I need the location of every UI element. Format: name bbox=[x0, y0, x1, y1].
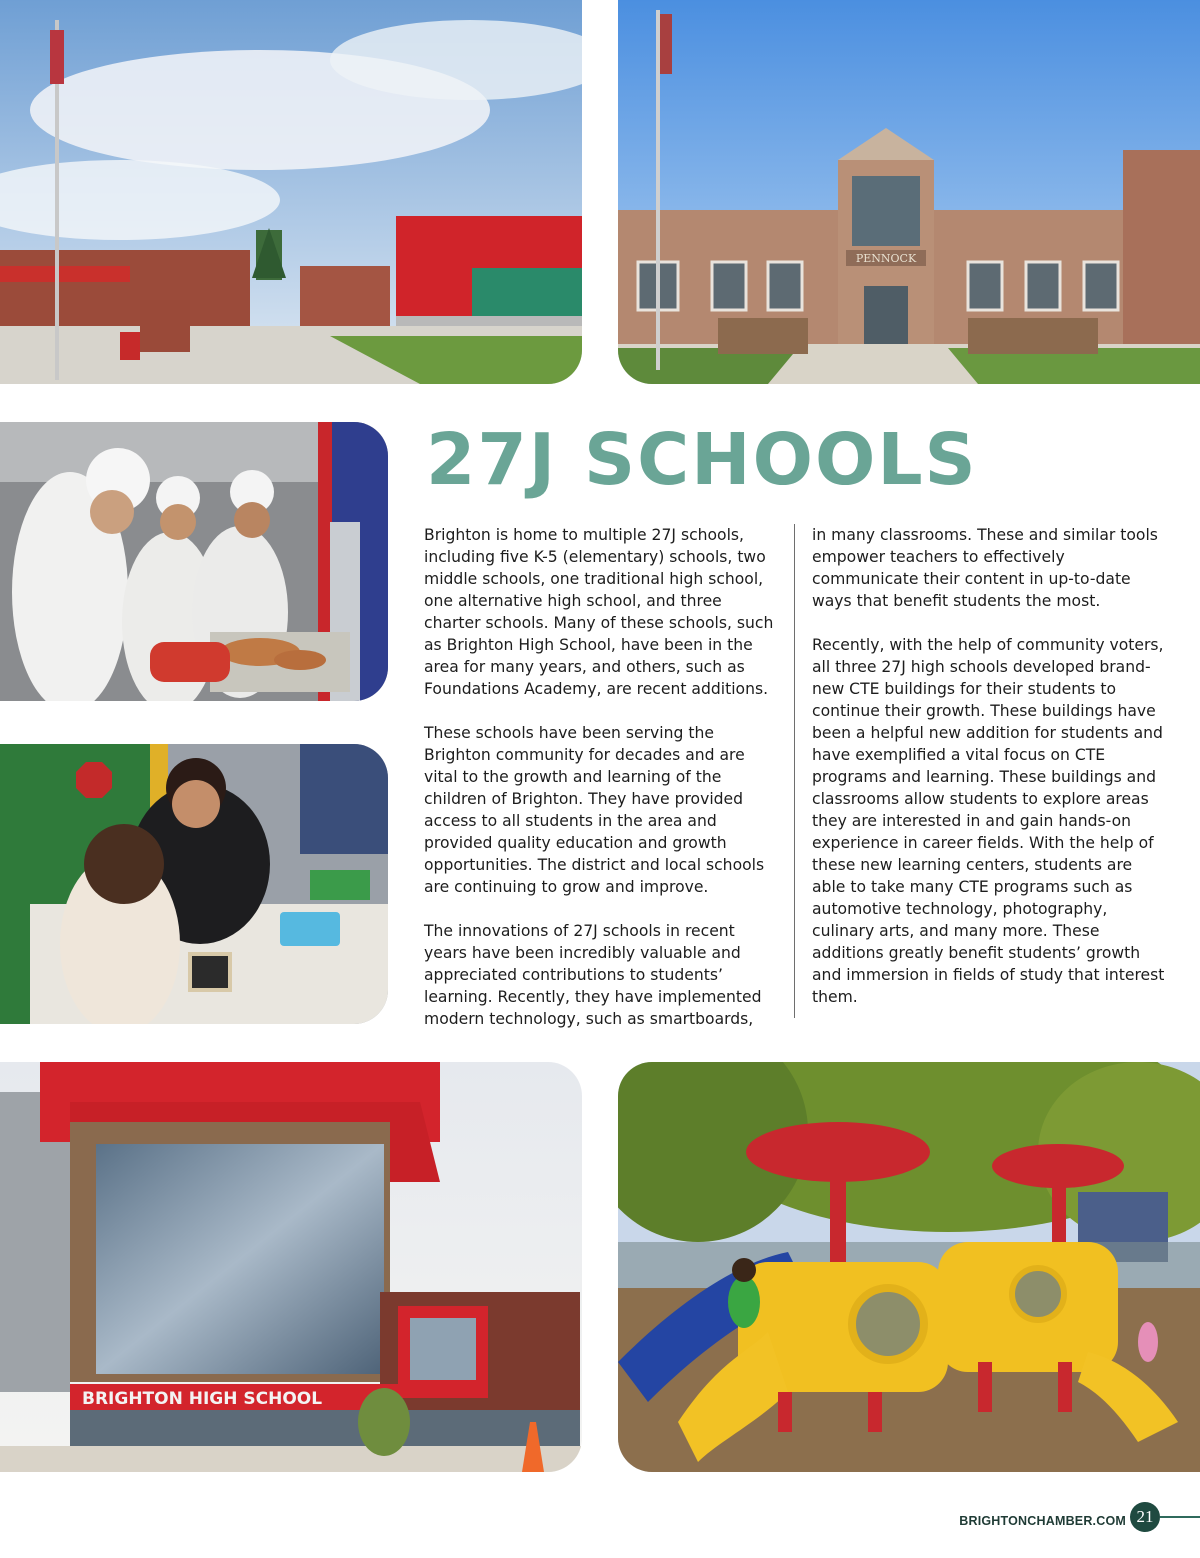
page-title: 27J SCHOOLS bbox=[426, 418, 978, 501]
building-sign-text: PENNOCK bbox=[855, 252, 917, 265]
high-school-sign-text: BRIGHTON HIGH SCHOOL bbox=[82, 1389, 323, 1409]
middle-school-exterior-photo bbox=[0, 0, 582, 384]
article-paragraph: in many classrooms. These and similar tools empower teachers to effectively communicate their content in up-to-date ways that benefit students the most. bbox=[812, 526, 1158, 610]
website-link[interactable]: BRIGHTONCHAMBER.COM bbox=[959, 1514, 1126, 1528]
article-paragraph: Recently, with the help of community voters, all three 27J high schools developed brand-new CTE buildings for their students to continue their growth. These buildings have been a helpful new addition for students and have exemplified a vital focus on CTE programs and learning. These buildings and classrooms allow students to explore areas they are interested in and gain hands-on experience in career fields. With the help of these new learning centers, students are able to take many CTE programs such as automotive technology, photography, culinary arts, and many more. These additions greatly benefit students’ growth and immersion in fields of study that interest them. bbox=[812, 636, 1165, 1006]
page-number: 21 bbox=[1130, 1502, 1160, 1532]
article-paragraph: These schools have been serving the Brighton community for decades and are vital to the growth and learning of the children of Brighton. They have provided access to all students in the area and provided quality education and growth opportunities. The district and local schools are continuing to grow and improve. bbox=[424, 724, 765, 896]
school-playground-photo bbox=[618, 1062, 1200, 1472]
article-paragraph: Brighton is home to multiple 27J schools, including five K-5 (elementary) schools, two middle schools, one traditional high school, one alternative high school, and three charter schools. Many of these schools, such as Brighton High School, have been in the area for many years, and others, such as Foundations Academy, are recent additions. bbox=[424, 526, 774, 698]
article-column-right bbox=[812, 524, 1168, 1030]
culinary-class-photo bbox=[0, 422, 388, 701]
column-divider bbox=[794, 524, 795, 1018]
footer-rule bbox=[1160, 1516, 1200, 1518]
page-footer bbox=[959, 1502, 1200, 1542]
classroom-tutoring-photo bbox=[0, 744, 388, 1024]
pennock-school-entrance-photo bbox=[618, 0, 1200, 384]
article-paragraph: The innovations of 27J schools in recent years have been incredibly valuable and appreciated contributions to students’ learning. Recently, they have implemented modern technology, such as smartboards, bbox=[424, 922, 762, 1028]
article-column-left bbox=[424, 524, 778, 1052]
brighton-high-school-photo bbox=[0, 1062, 582, 1472]
